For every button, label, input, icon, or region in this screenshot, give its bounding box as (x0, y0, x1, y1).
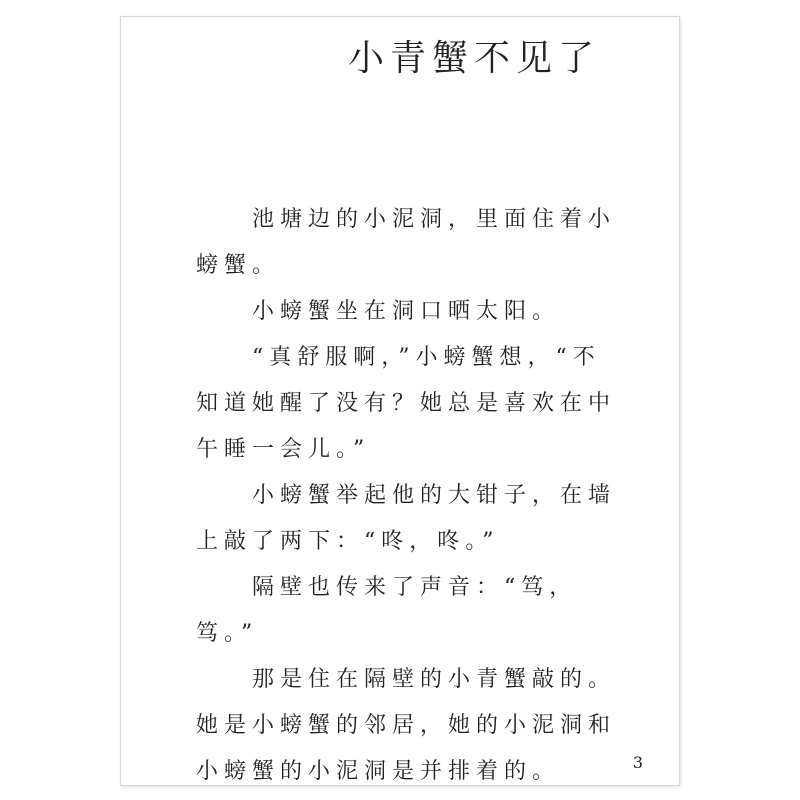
paragraph: 池塘边的小泥洞，里面住着小螃蟹。 (196, 207, 617, 278)
paragraph: 那是住在隔壁的小青蟹敲的。她是小螃蟹的邻居，她的小泥洞和小螃蟹的小泥洞是并排着的。 (196, 667, 617, 784)
paragraph: 小螃蟹坐在洞口晒太阳。 (252, 299, 561, 324)
page-number: 3 (632, 753, 643, 772)
book-page (120, 16, 680, 786)
paragraph: 小螃蟹举起他的大钳子，在墙上敲了两下：“咚，咚。” (196, 483, 617, 554)
paragraph: 隔壁也传来了声音：“笃，笃。” (196, 575, 578, 646)
story-text (196, 197, 616, 795)
paragraph: “真舒服啊，”小螃蟹想，“不知道她醒了没有？她总是喜欢在中午睡一会儿。” (196, 345, 617, 462)
page-title: 小青蟹不见了 (348, 38, 601, 79)
